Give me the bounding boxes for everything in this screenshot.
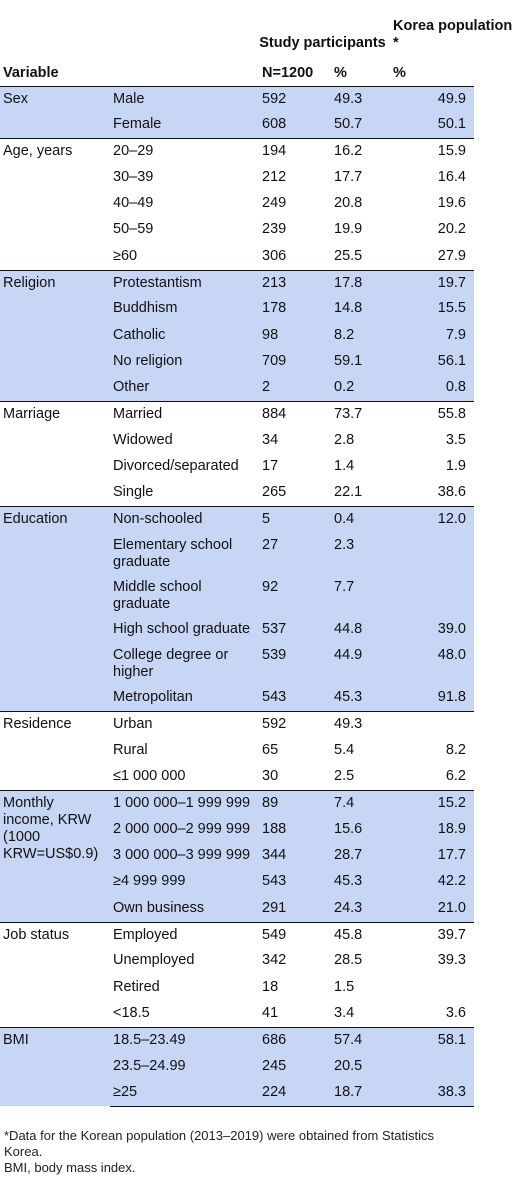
korea-percent-cell: 38.3 bbox=[390, 1080, 474, 1106]
category-cell: High school graduate bbox=[110, 617, 258, 643]
percent-cell: 17.7 bbox=[334, 168, 363, 185]
category-cell: Widowed bbox=[113, 431, 173, 448]
korea-percent-cell: 39.3 bbox=[437, 952, 466, 969]
percent-cell: 14.8 bbox=[326, 296, 390, 322]
variable-cell: Religion bbox=[0, 270, 110, 401]
percent-cell: 2.8 bbox=[334, 431, 355, 448]
korea-percent-cell: 27.9 bbox=[437, 247, 466, 264]
percent-cell: 49.3 bbox=[326, 712, 390, 738]
count-cell: 2 bbox=[258, 375, 326, 401]
count-cell: 592 bbox=[258, 86, 326, 112]
korea-percent-cell: 8.2 bbox=[445, 741, 466, 758]
percent-cell: 2.5 bbox=[334, 768, 355, 785]
korea-percent-cell: 0.8 bbox=[390, 375, 474, 401]
count-cell: 592 bbox=[258, 712, 326, 738]
category-cell: 18.5–23.49 bbox=[110, 1027, 258, 1053]
table-row bbox=[0, 922, 474, 948]
count-cell: 30 bbox=[262, 768, 279, 785]
percent-cell: 50.7 bbox=[326, 112, 390, 138]
header-pct: % bbox=[326, 56, 390, 86]
korea-percent-cell: 15.9 bbox=[390, 139, 474, 165]
percent-cell: 57.4 bbox=[326, 1027, 390, 1053]
category-cell: Other bbox=[110, 375, 258, 401]
count-cell: 41 bbox=[262, 1004, 279, 1021]
category-cell: Non-schooled bbox=[110, 507, 258, 533]
variable-cell: Job status bbox=[0, 922, 110, 1027]
category-cell: Divorced/separated bbox=[113, 458, 239, 475]
korea-percent-cell: 39.7 bbox=[390, 922, 474, 948]
category-cell: ≥60 bbox=[113, 247, 138, 264]
percent-cell: 15.6 bbox=[326, 817, 390, 843]
count-cell: 543 bbox=[258, 685, 326, 711]
category-cell: Protestantism bbox=[110, 270, 258, 296]
percent-cell: 18.7 bbox=[326, 1080, 390, 1106]
group-residence bbox=[0, 712, 474, 791]
percent-cell: 1.5 bbox=[334, 978, 355, 995]
group-education bbox=[0, 507, 474, 712]
percent-cell: 24.3 bbox=[326, 896, 390, 922]
category-cell: Elementary school graduate bbox=[110, 533, 258, 575]
percent-cell: 25.5 bbox=[334, 247, 363, 264]
percent-cell: 2.3 bbox=[326, 533, 390, 575]
category-cell: Middle school graduate bbox=[110, 575, 258, 617]
count-cell: 65 bbox=[262, 741, 279, 758]
percent-cell: 45.3 bbox=[326, 685, 390, 711]
group-age-years bbox=[0, 139, 474, 270]
korea-percent-cell: 91.8 bbox=[390, 685, 474, 711]
korea-percent-cell: 50.1 bbox=[390, 112, 474, 138]
count-cell: 194 bbox=[258, 139, 326, 165]
korea-percent-cell: 58.1 bbox=[390, 1027, 474, 1053]
count-cell: 291 bbox=[258, 896, 326, 922]
table-row bbox=[0, 402, 474, 428]
korea-percent-cell bbox=[390, 575, 474, 617]
category-cell: 20–29 bbox=[110, 139, 258, 165]
percent-cell: 16.2 bbox=[326, 139, 390, 165]
percent-cell: 17.8 bbox=[326, 270, 390, 296]
table-header bbox=[0, 0, 512, 86]
group-religion bbox=[0, 270, 474, 401]
count-cell: 249 bbox=[262, 195, 287, 212]
percent-cell: 44.9 bbox=[326, 643, 390, 685]
korea-percent-cell: 48.0 bbox=[390, 643, 474, 685]
percent-cell: 28.5 bbox=[334, 952, 363, 969]
header-korea-population-mark: * bbox=[393, 35, 399, 51]
count-cell: 306 bbox=[262, 247, 287, 264]
count-cell: 17 bbox=[262, 458, 279, 475]
korea-percent-cell: 12.0 bbox=[390, 507, 474, 533]
count-cell: 884 bbox=[258, 402, 326, 428]
korea-percent-cell: 39.0 bbox=[390, 617, 474, 643]
korea-percent-cell: 55.8 bbox=[390, 402, 474, 428]
percent-cell: 20.5 bbox=[326, 1054, 390, 1080]
korea-percent-cell: 6.2 bbox=[445, 768, 466, 785]
group-sex bbox=[0, 86, 474, 139]
korea-percent-cell: 19.6 bbox=[437, 195, 466, 212]
korea-percent-cell: 15.5 bbox=[390, 296, 474, 322]
header-variable: Variable bbox=[0, 56, 110, 86]
variable-cell: Sex bbox=[0, 86, 110, 139]
category-cell: Unemployed bbox=[113, 952, 195, 969]
variable-cell: BMI bbox=[0, 1027, 110, 1106]
percent-cell: 45.3 bbox=[326, 869, 390, 895]
header-korea-population-text: Korea population bbox=[393, 18, 512, 34]
percent-cell: 20.8 bbox=[334, 195, 363, 212]
group-marriage bbox=[0, 402, 474, 507]
variable-cell: Marriage bbox=[0, 402, 110, 507]
korea-percent-cell bbox=[390, 975, 474, 1001]
category-cell: ≥25 bbox=[110, 1080, 258, 1106]
korea-percent-cell: 49.9 bbox=[390, 86, 474, 112]
header-korea-population bbox=[390, 0, 512, 56]
category-cell: College degree or higher bbox=[110, 643, 258, 685]
korea-percent-cell bbox=[390, 533, 474, 575]
percent-cell: 0.2 bbox=[326, 375, 390, 401]
korea-percent-cell bbox=[390, 1054, 474, 1080]
category-cell: Single bbox=[113, 484, 154, 501]
category-cell: ≤1 000 000 bbox=[113, 768, 186, 785]
count-cell: 27 bbox=[258, 533, 326, 575]
count-cell: 344 bbox=[258, 843, 326, 869]
category-cell: ≥4 999 999 bbox=[110, 869, 258, 895]
variable-cell: Residence bbox=[0, 712, 110, 791]
korea-percent-cell: 21.0 bbox=[390, 896, 474, 922]
footnotes bbox=[4, 1128, 470, 1176]
table-row bbox=[0, 791, 474, 817]
percent-cell: 59.1 bbox=[326, 349, 390, 375]
variable-cell: Education bbox=[0, 507, 110, 712]
group-job-status bbox=[0, 922, 474, 1027]
category-cell: Own business bbox=[110, 896, 258, 922]
percent-cell: 8.2 bbox=[326, 323, 390, 349]
category-cell: Married bbox=[110, 402, 258, 428]
korea-percent-cell: 18.9 bbox=[390, 817, 474, 843]
percent-cell: 28.7 bbox=[326, 843, 390, 869]
korea-percent-cell: 3.5 bbox=[445, 431, 466, 448]
category-cell: Retired bbox=[113, 978, 160, 995]
count-cell: 212 bbox=[262, 168, 287, 185]
header-study-participants: Study participants bbox=[259, 35, 386, 51]
footnote-data-source: *Data for the Korean population (2013–2019) were obtained from Statistics Korea. bbox=[4, 1128, 434, 1159]
count-cell: 608 bbox=[258, 112, 326, 138]
count-cell: 89 bbox=[258, 791, 326, 817]
percent-cell: 45.8 bbox=[326, 922, 390, 948]
korea-percent-cell: 19.7 bbox=[390, 270, 474, 296]
variable-cell: Monthly income, KRW (1000 KRW=US$0.9) bbox=[0, 791, 110, 922]
category-cell: 3 000 000–3 999 999 bbox=[110, 843, 258, 869]
count-cell: 188 bbox=[258, 817, 326, 843]
korea-percent-cell: 17.7 bbox=[390, 843, 474, 869]
korea-percent-cell: 16.4 bbox=[437, 168, 466, 185]
percent-cell: 7.7 bbox=[326, 575, 390, 617]
percent-cell: 44.8 bbox=[326, 617, 390, 643]
korea-percent-cell bbox=[390, 712, 474, 738]
variable-cell: Age, years bbox=[0, 139, 110, 270]
korea-percent-cell: 56.1 bbox=[390, 349, 474, 375]
percent-cell: 1.4 bbox=[334, 458, 355, 475]
count-cell: 686 bbox=[258, 1027, 326, 1053]
table-row bbox=[0, 270, 474, 296]
count-cell: 239 bbox=[262, 221, 287, 238]
count-cell: 539 bbox=[258, 643, 326, 685]
category-cell: Buddhism bbox=[110, 296, 258, 322]
group-bmi bbox=[0, 1027, 474, 1106]
count-cell: 98 bbox=[258, 323, 326, 349]
percent-cell: 3.4 bbox=[334, 1004, 355, 1021]
percent-cell: 73.7 bbox=[326, 402, 390, 428]
percent-cell: 19.9 bbox=[334, 221, 363, 238]
category-cell: No religion bbox=[110, 349, 258, 375]
korea-percent-cell: 1.9 bbox=[445, 458, 466, 475]
count-cell: 342 bbox=[262, 952, 287, 969]
category-cell: Employed bbox=[110, 922, 258, 948]
count-cell: 34 bbox=[262, 431, 279, 448]
category-cell: Urban bbox=[110, 712, 258, 738]
table-row bbox=[0, 712, 474, 738]
count-cell: 92 bbox=[258, 575, 326, 617]
category-cell: 40–49 bbox=[113, 195, 154, 212]
table-row bbox=[0, 507, 474, 533]
table-row bbox=[0, 1027, 474, 1053]
category-cell: 50–59 bbox=[113, 221, 154, 238]
category-cell: Metropolitan bbox=[110, 685, 258, 711]
count-cell: 18 bbox=[262, 978, 279, 995]
header-n: N=1200 bbox=[258, 56, 326, 86]
category-cell: <18.5 bbox=[113, 1004, 150, 1021]
footnote-bmi: BMI, body mass index. bbox=[4, 1160, 136, 1175]
count-cell: 224 bbox=[258, 1080, 326, 1106]
category-cell: 2 000 000–2 999 999 bbox=[110, 817, 258, 843]
percent-cell: 7.4 bbox=[326, 791, 390, 817]
korea-percent-cell: 38.6 bbox=[437, 484, 466, 501]
category-cell: Catholic bbox=[110, 323, 258, 349]
group-monthly-income-krw-1000-krw-us-0-9 bbox=[0, 791, 474, 922]
count-cell: 178 bbox=[258, 296, 326, 322]
count-cell: 537 bbox=[258, 617, 326, 643]
korea-percent-cell: 15.2 bbox=[390, 791, 474, 817]
category-cell: Female bbox=[110, 112, 258, 138]
count-cell: 245 bbox=[258, 1054, 326, 1080]
percent-cell: 49.3 bbox=[326, 86, 390, 112]
category-cell: Rural bbox=[113, 741, 148, 758]
count-cell: 213 bbox=[258, 270, 326, 296]
count-cell: 265 bbox=[262, 484, 287, 501]
korea-percent-cell: 7.9 bbox=[390, 323, 474, 349]
count-cell: 549 bbox=[258, 922, 326, 948]
percent-cell: 0.4 bbox=[326, 507, 390, 533]
percent-cell: 22.1 bbox=[334, 484, 363, 501]
korea-percent-cell: 20.2 bbox=[437, 221, 466, 238]
category-cell: 30–39 bbox=[113, 168, 154, 185]
category-cell: Male bbox=[110, 86, 258, 112]
category-cell: 23.5–24.99 bbox=[110, 1054, 258, 1080]
percent-cell: 5.4 bbox=[334, 741, 355, 758]
category-cell: 1 000 000–1 999 999 bbox=[110, 791, 258, 817]
count-cell: 5 bbox=[258, 507, 326, 533]
korea-percent-cell: 42.2 bbox=[390, 869, 474, 895]
korea-percent-cell: 3.6 bbox=[445, 1004, 466, 1021]
count-cell: 543 bbox=[258, 869, 326, 895]
header-korea-pct: % bbox=[390, 56, 474, 86]
table-row bbox=[0, 86, 474, 112]
count-cell: 709 bbox=[258, 349, 326, 375]
table-row bbox=[0, 139, 474, 165]
